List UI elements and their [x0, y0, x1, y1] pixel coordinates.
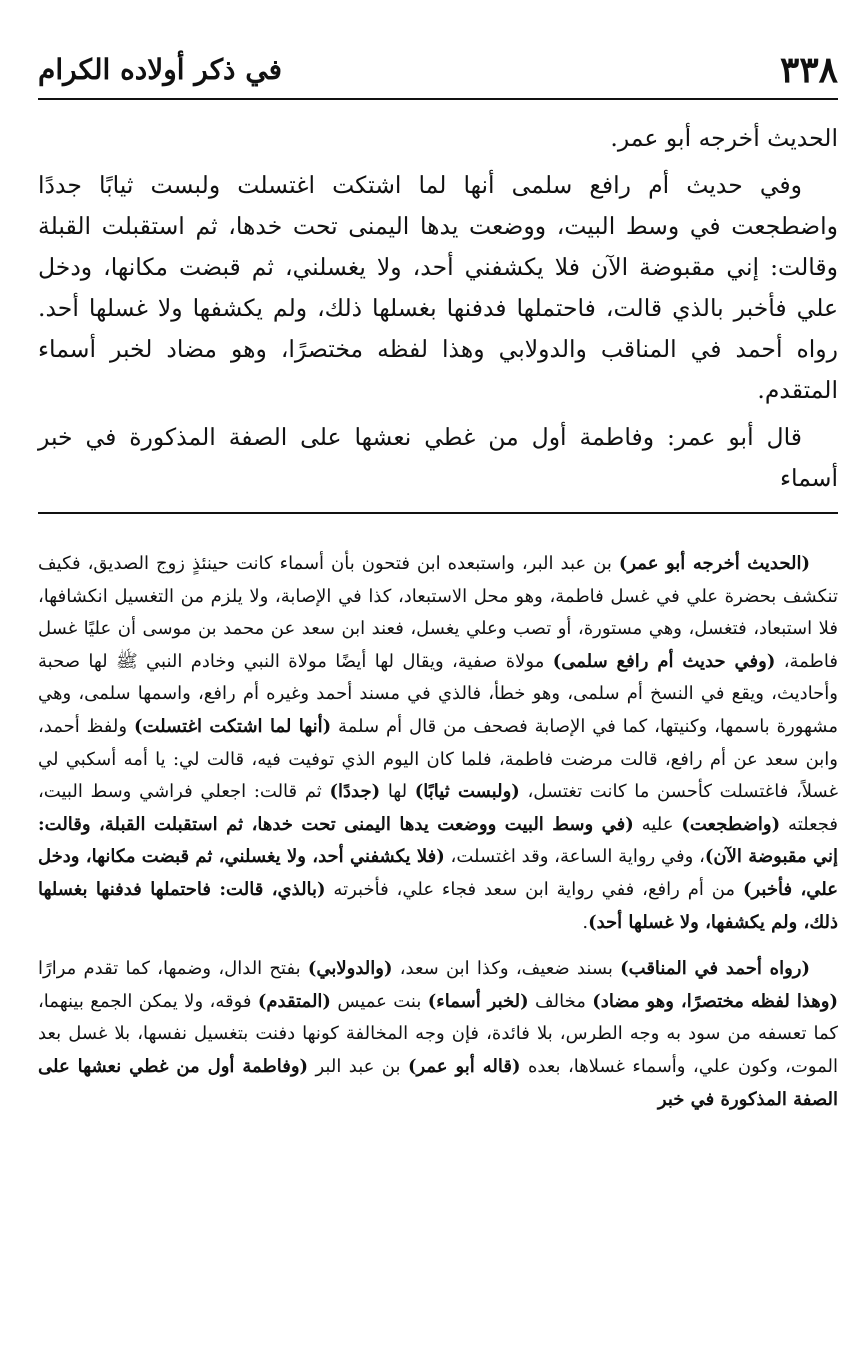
- page-header: [38, 40, 838, 98]
- commentary: [38, 548, 838, 1116]
- quoted-phrase: (جددًا): [329, 781, 381, 803]
- commentary-text: عليه: [633, 813, 682, 835]
- quoted-phrase: (قاله أبو عمر): [407, 1055, 521, 1077]
- running-title: في ذكر أولاده الكرام: [38, 53, 282, 86]
- quoted-phrase: (وفي حديث أم رافع سلمى): [552, 650, 776, 672]
- header-divider: [38, 98, 838, 100]
- commentary-text: بسند ضعيف، وكذا ابن سعد،: [392, 958, 621, 980]
- commentary-text: بن عبد البر: [308, 1055, 408, 1077]
- commentary-text: من أم رافع، ففي رواية ابن سعد فجاء علي، فأخبرته: [325, 878, 743, 900]
- quoted-phrase: (والدولابي): [307, 958, 393, 980]
- commentary-text: بن عبد البر، واستبعده ابن فتحون بأن أسماء كانت حينئذٍ زوج الصديق، فكيف تنكشف بحضرة علي في غسل فاطمة، وهو محل الاستبعاد، كذا في الإصابة، ولا يلزم من التغسيل انكشافها، فلا استبعاد، فتغسل، وهي مستورة، أو تصب وعلي يغسل، فعند ابن سعد عن محمد بن موسى أن عليًا غسل فاطمة،: [38, 553, 838, 672]
- quoted-phrase: (المتقدم): [257, 990, 331, 1012]
- quoted-phrase: (ولبست ثيابًا): [414, 781, 520, 803]
- commentary-paragraph: [38, 953, 838, 1116]
- quoted-phrase: (واضطجعت): [681, 813, 781, 835]
- quoted-phrase: (رواه أحمد في المناقب): [620, 958, 810, 980]
- main-text: [38, 118, 838, 499]
- quoted-phrase: (لخبر أسماء): [427, 990, 529, 1012]
- quoted-phrase: (بالذي، قالت: فاحتملها فدفنها بغسلها ذلك، ولم يكشفها، ولا غسلها أحد): [38, 878, 838, 933]
- commentary-text: .: [582, 911, 589, 933]
- commentary-text: بنت عميس: [330, 990, 428, 1012]
- commentary-text: ، وفي رواية الساعة، وقد اغتسلت،: [444, 846, 705, 868]
- commentary-text: لها: [380, 781, 415, 803]
- quoted-phrase: (الحديث أخرجه أبو عمر): [618, 553, 810, 574]
- commentary-text: مخالف: [528, 990, 593, 1012]
- footnote-divider: [38, 512, 838, 514]
- quoted-phrase: (أنها لما اشتكت اغتسلت): [133, 715, 332, 737]
- commentary-text: مولاة صفية، ويقال لها أيضًا مولاة النبي وخادم النبي ﷺ لها صحبة وأحاديث، ويقع في النسخ أم سلمى، وهو خطأ، فالذي في مسند أحمد وغيره أم رافع، واسمها سلمى، وهي مشهورة باسمها، وكنيتها، كما في الإصابة فصحف من قال أم سلمة: [38, 650, 838, 737]
- commentary-text: بفتح الدال، وضمها، كما تقدم مرارًا: [38, 958, 308, 980]
- page-number: ٣٣٨: [779, 49, 838, 91]
- quoted-phrase: (وهذا لفظه مختصرًا، وهو مضاد): [592, 990, 838, 1012]
- commentary-text: ولفظ أحمد، وابن سعد عن أم رافع، قالت مرضت فاطمة، فلما كان اليوم الذي توفيت فيه، قالت لي: يا أمه أسكبي لي غسلاً، فاغتسلت كأحسن ما كانت تغتسل،: [38, 715, 838, 803]
- main-paragraph: وفي حديث أم رافع سلمى أنها لما اشتكت اغتسلت ولبست ثيابًا جددًا واضطجعت في وسط البيت، ووضعت يدها اليمنى تحت خدها، ثم استقبلت القبلة وقالت: إني مقبوضة الآن فلا يكشفني أحد، ولا يغسلني، ثم قبضت مكانها، ودخل علي فأخبر بالذي قالت، فاحتملها فدفنها بغسلها ذلك، ولم يكشفها ولا غسلها أحد. رواه أحمد في المناقب والدولابي وهذا لفظه مختصرًا، وهو مضاد لخبر أسماء المتقدم.: [38, 171, 838, 404]
- main-paragraph: قال أبو عمر: وفاطمة أول من غطي نعشها على الصفة المذكورة في خبر أسماء: [38, 423, 838, 492]
- commentary-text: ثم قالت: اجعلي فراشي وسط البيت، فجعلته: [38, 781, 838, 835]
- quoted-phrase: (وفاطمة أول من غطي نعشها على الصفة المذكورة في خبر: [38, 1055, 838, 1110]
- main-paragraph: الحديث أخرجه أبو عمر.: [610, 124, 838, 152]
- commentary-paragraph: [38, 548, 838, 939]
- quoted-phrase: (فلا يكشفني أحد، ولا يغسلني، ثم قبضت مكانها، ودخل علي، فأخبر): [38, 846, 838, 900]
- commentary-text: فوقه، ولا يمكن الجمع بينهما، كما تعسفه من سود به وجه الطرس، بلا فائدة، فإن وجه المخالفة كونها دفنت بتغسيل نفسها، بلا غسل بعد الموت، وكون علي، وأسماء غسلاها، بعده: [38, 990, 839, 1077]
- quoted-phrase: (في وسط البيت ووضعت يدها اليمنى تحت خدها، ثم استقبلت القبلة، وقالت: إني مقبوضة الآن): [38, 813, 838, 868]
